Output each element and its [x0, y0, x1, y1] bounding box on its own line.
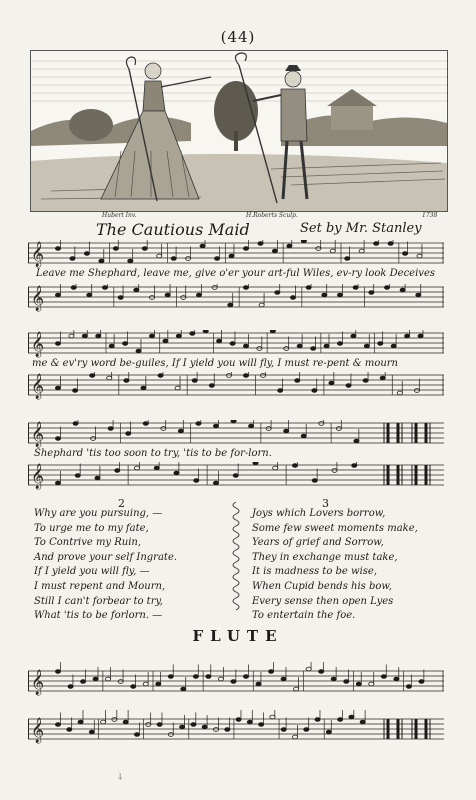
engraving-year: 1738	[422, 212, 438, 219]
verse-3-line: They in exchange must take,	[252, 551, 398, 563]
flute-section-title: FLUTE	[192, 627, 284, 645]
bass-staff-3	[28, 462, 444, 492]
page-number: (44)	[220, 28, 256, 46]
verse-3-line: Some few sweet moments make,	[252, 522, 418, 534]
song-title: The Cautious Maid	[96, 220, 250, 239]
bass-staff-2	[28, 372, 444, 402]
verse-3-line: Every sense then open Lyes	[252, 595, 394, 607]
verse-2-line: I must repent and Mourn,	[34, 580, 166, 592]
verse-2-line: To urge me to my fate,	[34, 522, 149, 534]
svg-text:𝄞: 𝄞	[31, 718, 45, 743]
verse-3-line: It is madness to be wise,	[252, 566, 378, 578]
svg-text:𝄞: 𝄞	[31, 422, 45, 447]
engraving-credit-engraver: H.Roberts Sculp.	[246, 212, 298, 219]
verse-2-line: To Contrive my Ruin,	[34, 537, 142, 549]
engraving-illustration	[30, 50, 448, 212]
verse-2-line: Still I can't forbear to try,	[34, 595, 163, 607]
composer-credit: Set by Mr. Stanley	[300, 221, 422, 236]
svg-text:𝄞: 𝄞	[31, 242, 45, 267]
engraving-credit-inventor: Hubert Inv.	[102, 212, 137, 219]
lyric-line-3: Shephard 'tis too soon to try, 'tis to be for-lorn.	[34, 448, 272, 459]
flute-staff-1	[28, 662, 444, 698]
verse-number-3: 3	[322, 497, 329, 510]
verse-3-line: To entertain the foe.	[252, 610, 356, 622]
printer-mark: ⸸	[118, 773, 123, 783]
verse-2	[34, 507, 177, 624]
lyric-line-1: Leave me Shephard, leave me, give o'er your art-ful Wiles, ev-ry look Deceives	[36, 268, 435, 279]
verse-divider-ornament	[228, 500, 244, 624]
lyric-line-2: me & ev'ry word be-guiles, If I yield you will fly, I must re-pent & mourn	[32, 358, 399, 369]
verse-2-line: What 'tis to be forlorn. —	[34, 610, 163, 622]
verse-3-line: Years of grief and Sorrow,	[252, 537, 384, 549]
verse-number-2: 2	[118, 497, 125, 510]
voice-staff-2	[28, 330, 444, 360]
verse-2-line: Why are you pursuing, —	[34, 508, 163, 519]
bass-staff-1	[28, 284, 444, 314]
svg-text:𝄞: 𝄞	[31, 464, 45, 489]
verse-3	[252, 507, 418, 624]
flute-staff-2	[28, 710, 444, 746]
svg-text:𝄞: 𝄞	[31, 332, 45, 357]
verse-3-line: Joys which Lovers borrow,	[252, 508, 386, 519]
svg-text:𝄞: 𝄞	[31, 670, 45, 695]
voice-staff-3	[28, 420, 444, 450]
verse-3-line: When Cupid bends his bow,	[252, 580, 392, 592]
verse-2-line: If I yield you will fly, —	[34, 566, 150, 578]
svg-text:𝄞: 𝄞	[31, 286, 45, 311]
verse-2-line: And prove your self Ingrate.	[34, 551, 178, 563]
svg-text:𝄞: 𝄞	[31, 374, 45, 399]
voice-staff-1	[28, 240, 444, 270]
